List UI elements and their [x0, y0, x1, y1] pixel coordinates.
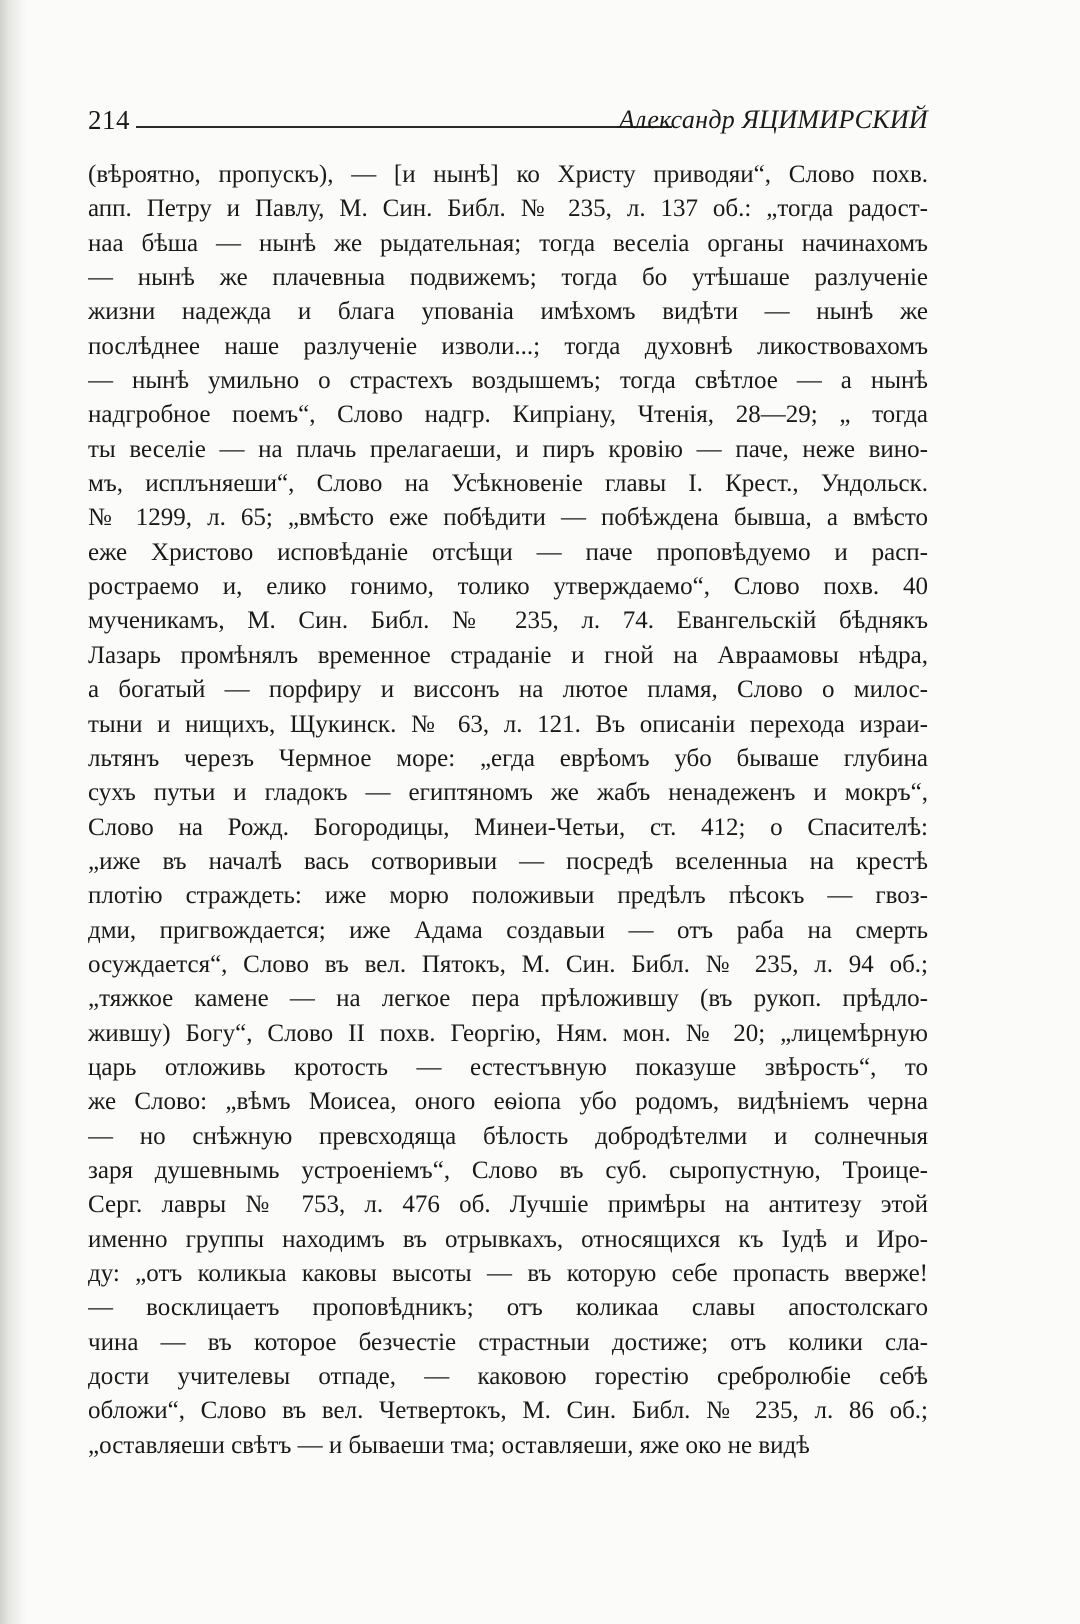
text-line: дми, пригвождается; иже Адама создавыи — отъ раба на смерть [88, 916, 928, 944]
text-line: именно группы находимъ въ отрывкахъ, относящихся къ Іудѣ и Иро- [88, 1225, 928, 1253]
text-line: царь отложивь кротость — естестъвную показуше звѣрость“, то [88, 1053, 928, 1081]
text-line: „оставляеши свѣтъ — и бываеши тма; оставляеши, яже око не видѣ [88, 1431, 810, 1459]
text-line: „иже въ началѣ вась сотворивыи — посредѣ вселенныа на крестѣ [88, 847, 928, 875]
text-line: тыни и нищихъ, Щукинск. № 63, л. 121. Въ описаніи перехода израи- [88, 710, 928, 738]
text-line: жизни надежда и блага упованіа имѣхомъ видѣти — нынѣ же [88, 298, 928, 326]
text-line: жившу) Богу“, Слово II похв. Георгію, Ням. мон. № 20; „лицемѣрную [88, 1019, 928, 1047]
text-line: мученикамъ, М. Син. Библ. № 235, л. 74. Евангельскій бѣднякъ [88, 607, 928, 635]
text-line: а богатый — порфиру и виссонъ на лютое пламя, Слово о милос- [88, 676, 928, 704]
text-line: наа бѣша — нынѣ же рыдательная; тогда веселіа органы начинахомъ [88, 229, 928, 257]
text-line: плотію страждеть: иже морю положивыи предѣлъ пѣсокъ — гвоз- [88, 882, 928, 910]
text-line: обложи“, Слово въ вел. Четвертокъ, М. Син. Библ. № 235, л. 86 об.; [88, 1397, 928, 1425]
text-line: послѣднее наше разлученіе изволи...; тогда духовнѣ ликоствовахомъ [88, 332, 928, 360]
text-line: Слово на Рожд. Богородицы, Минеи-Четьи, ст. 412; о Спасителѣ: [88, 813, 928, 841]
text-line: — восклицаетъ проповѣдникъ; отъ коликаа славы апостолскаго [88, 1294, 928, 1322]
text-line: ду: „отъ коликыа каковы высоты — въ которую себе пропасть вверже! [88, 1260, 928, 1287]
header-rule [136, 126, 672, 128]
text-line: дости учителевы отпаде, — каковою горестію сребролюбіе себѣ [88, 1363, 928, 1391]
page-spine-shadow [0, 0, 26, 1624]
text-line: чина — въ которое безчестіе страстныи достиже; отъ колики сла- [88, 1328, 928, 1356]
page-number: 214 [88, 105, 130, 135]
running-head: Александр ЯЦИМИРСКИЙ [618, 105, 928, 134]
text-line: — нынѣ же плачевныа подвижемъ; тогда бо утѣшаше разлученіе [88, 264, 928, 292]
page-header [88, 103, 928, 143]
text-line: ростраемо и, елико гонимо, толико утверждаемо“, Слово похв. 40 [88, 573, 928, 601]
text-line: заря душевнымь устроеніемъ“, Слово въ суб. сыропустную, Троице- [88, 1156, 928, 1184]
text-line: еже Христово исповѣданіе отсѣщи — паче проповѣдуемо и расп- [88, 538, 928, 566]
text-line: же Слово: „вѣмъ Моисеа, оного еѳіопа убо родомъ, видѣніемъ черна [88, 1088, 928, 1116]
text-line: № 1299, л. 65; „вмѣсто еже побѣдити — побѣждена бывша, а вмѣсто [88, 504, 928, 532]
text-line: „тяжкое камене — на легкое пера прѣложившу (въ рукоп. прѣдло- [88, 985, 928, 1013]
text-line: Серг. лавры № 753, л. 476 об. Лучшіе примѣры на антитезу этой [88, 1191, 928, 1219]
text-line: надгробное поемъ“, Слово надгр. Кипріану, Чтенія, 28—29; „ тогда [88, 401, 928, 429]
text-line: осуждается“, Слово въ вел. Пятокъ, М. Син. Библ. № 235, л. 94 об.; [88, 950, 928, 978]
text-line: сухъ путьи и гладокъ — египтяномъ же жабъ ненадеженъ и мокръ“, [88, 779, 928, 807]
text-line: апп. Петру и Павлу, М. Син. Библ. № 235, л. 137 об.: „тогда радост- [88, 195, 928, 223]
text-line: — но снѣжную превсходяща бѣлость добродѣтелми и солнечныя [88, 1122, 928, 1150]
text-line: Лазарь промѣнялъ временное страданіе и гной на Авраамовы нѣдра, [88, 641, 928, 669]
text-line: (вѣроятно, пропускъ), — [и нынѣ] ко Христу приводяи“, Слово похв. [88, 161, 928, 188]
text-line: льтянъ черезъ Чермное море: „егда еврѣомъ убо бываше глубина [88, 744, 928, 772]
text-line: — нынѣ умильно о страстехъ воздышемъ; тогда свѣтлое — а нынѣ [88, 367, 928, 395]
body-text [88, 158, 928, 1463]
text-line: мъ, исплъняеши“, Слово на Усѣкновеніе главы І. Крест., Ундольск. [88, 470, 928, 498]
text-line: ты веселіе — на плачь прелагаеши, и пиръ кровію — паче, неже вино- [88, 435, 928, 463]
